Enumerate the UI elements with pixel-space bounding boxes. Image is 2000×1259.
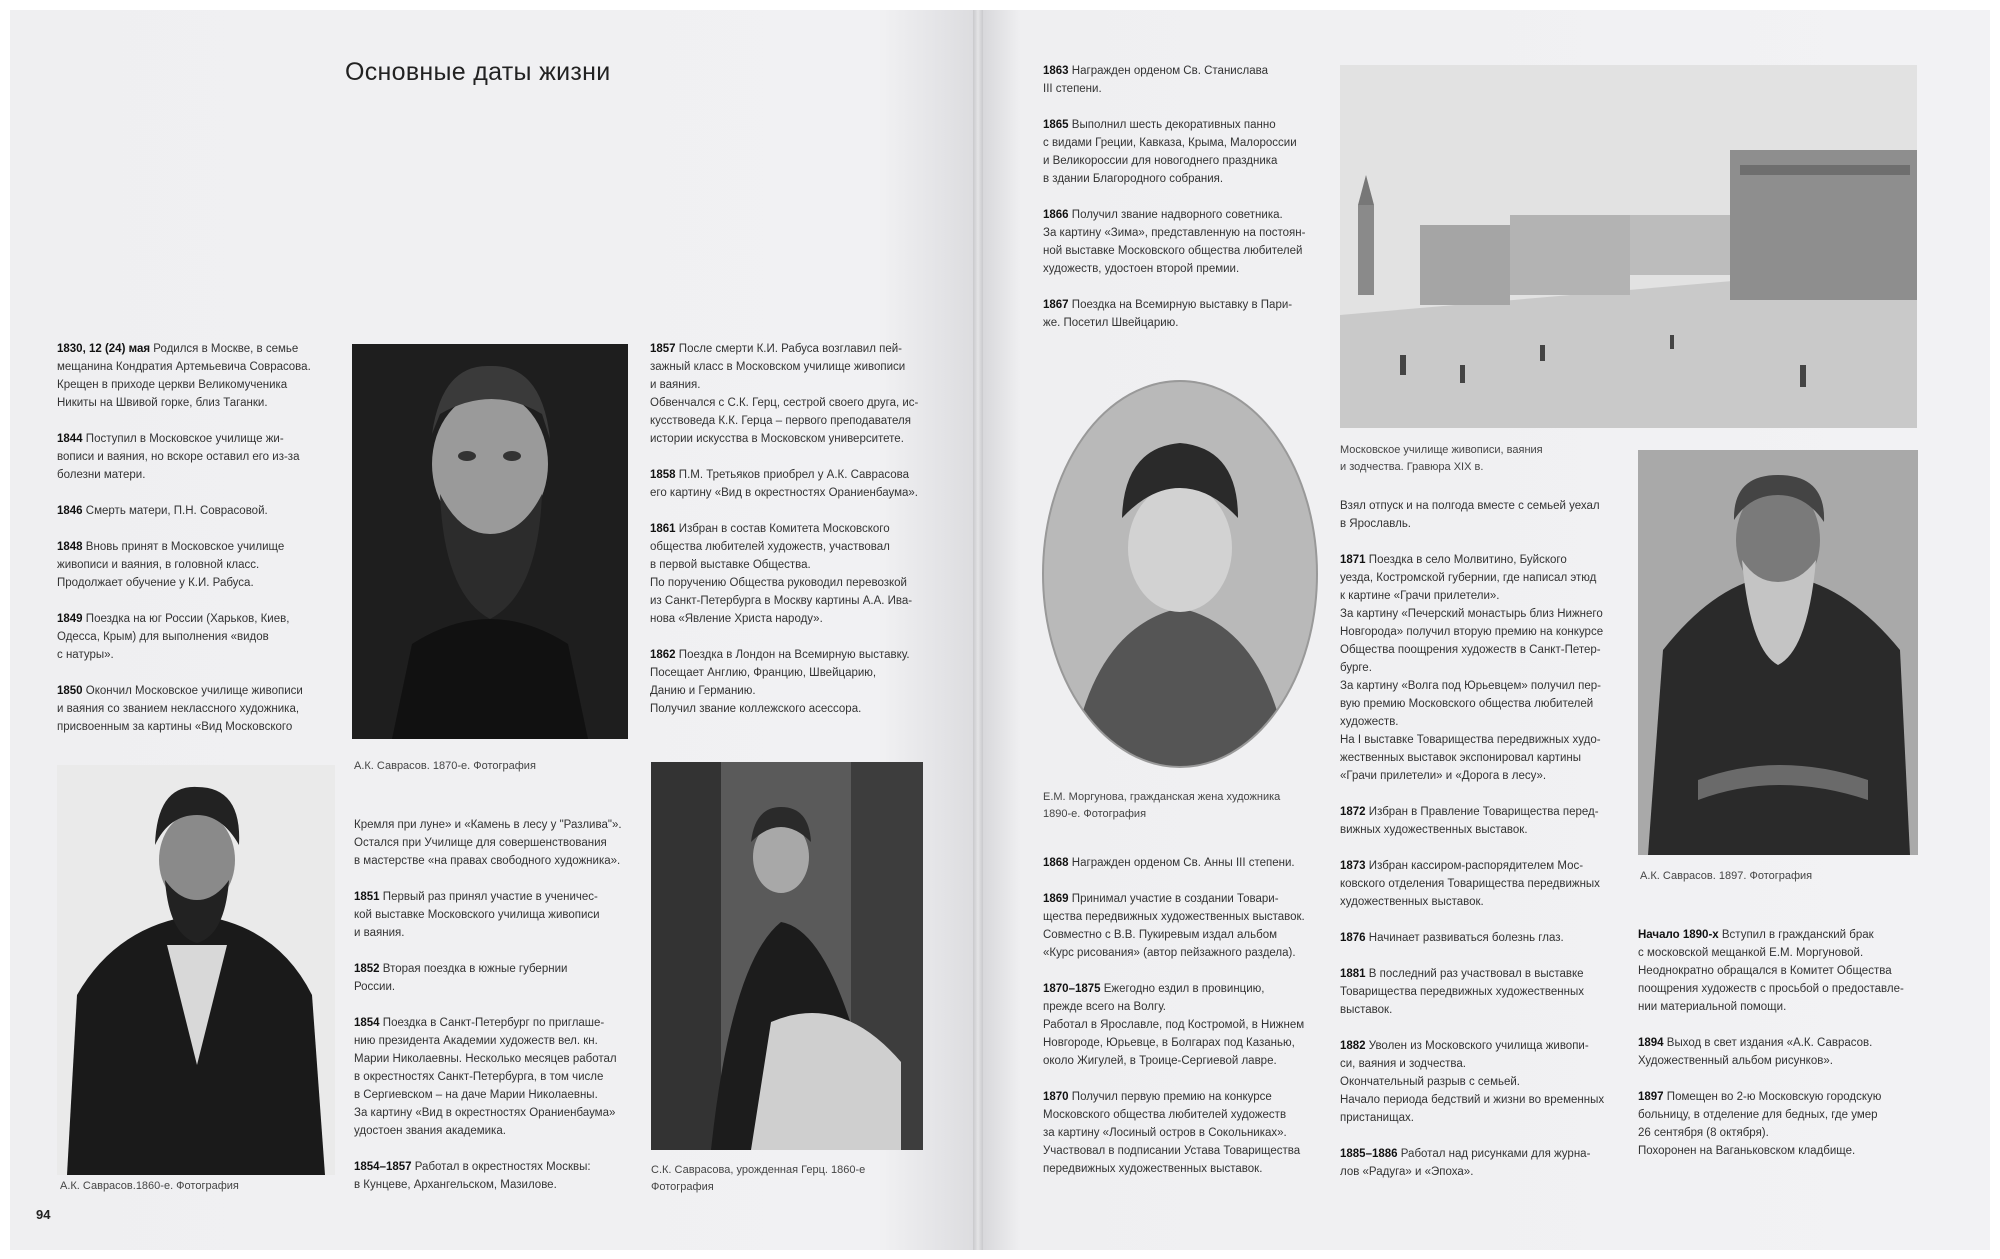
timeline-entry [1043, 116, 1333, 188]
caption-gerz: С.К. Саврасова, урожденная Герц. 1860-е Фотография [651, 1164, 866, 1193]
entry-text: Выполнил шесть декоративных панно с видами Греции, Кавказа, Крыма, Малороссии и Великороссии для новогоднего праздника в здании Благородного собрания. [1043, 119, 1297, 185]
caption-savrasov-1897: А.К. Саврасов. 1897. Фотография [1640, 870, 1813, 882]
caption-morgunova: Е.М. Моргунова, гражданская жена художника 1890-е. Фотография [1043, 791, 1281, 820]
timeline-entry [1340, 857, 1630, 911]
entry-text: Поездка на Всемирную выставку в Пари- же. Посетил Швейцарию. [1043, 299, 1293, 329]
timeline-entry [1043, 62, 1333, 98]
timeline-entry [354, 1158, 634, 1194]
entry-text: Смерть матери, П.Н. Совраcовой. [85, 505, 268, 517]
page-number: 94 [36, 1207, 51, 1222]
entry-text: Взял отпуск и на полгода вместе с семьей уехал в Ярославль. [1340, 500, 1600, 530]
entry-year: 1861 [650, 523, 676, 535]
entry-year: 1881 [1340, 968, 1366, 980]
entry-text: Поездка в Санкт-Петербург по приглаше- нию президента Академии художеств вел. кн. Марии Николаевны. Несколько месяцев работал в окрестностях Санкт-Петербурга, в том числе в Сергиевском – на даче Марии Николаевны. За картину «Вид в окрестностях Ораниенбаума» удостоен звания академика. [354, 1017, 617, 1137]
entry-text: Уволен из Московского училища живопи- си, ваяния и зодчества. Окончательный разрыв с семьей. Начало периода бедствий и жизни во временных пристанищах. [1340, 1040, 1605, 1124]
entry-text: В последний раз участвовал в выставке Товарищества передвижных художественных выставок. [1340, 968, 1584, 1016]
entry-text: Начинает развиваться болезнь глаз. [1368, 932, 1564, 944]
caption-school: Московское училище живописи, ваяния и зодчества. Гравюра XIX в. [1340, 444, 1543, 473]
timeline-entry [650, 520, 940, 628]
timeline-entry [354, 888, 634, 942]
entry-text: Помещен во 2-ю Московскую городскую больницу, в отделение для бедных, где умер 26 сентября (8 октября). Похоронен на Ваганьковском кладбище. [1638, 1091, 1882, 1157]
timeline-entry [1043, 296, 1333, 332]
timeline-entry [650, 646, 940, 718]
entry-year: 1866 [1043, 209, 1069, 221]
timeline-entry [57, 682, 337, 736]
entry-text: Принимал участие в создании Товари- щества передвижных художественных выставок. Совместно с В.В. Пукиревым издал альбом «Курс рисования» (автор пейзажного раздела). [1043, 893, 1305, 959]
entry-year: 1865 [1043, 119, 1069, 131]
entry-text: П.М. Третьяков приобрел у А.К. Саврасова его картину «Вид в окрестностях Ораниенбаума». [650, 469, 918, 499]
entry-text: Награжден орденом Св. Анны III степени. [1071, 857, 1295, 869]
entry-text: Окончил Московское училище живописи и ваяния со званием неклассного художника, присвоенным за картины «Вид Московского [57, 685, 303, 733]
entry-year: 1869 [1043, 893, 1069, 905]
timeline-entry [57, 430, 337, 484]
timeline-column-5 [1340, 497, 1630, 1199]
timeline-entry [1340, 497, 1630, 533]
timeline-entry [1340, 551, 1630, 785]
timeline-entry [1043, 206, 1333, 278]
entry-year: 1885–1886 [1340, 1148, 1398, 1160]
entry-year: 1882 [1340, 1040, 1366, 1052]
timeline-entry [1638, 926, 1938, 1016]
entry-text: Работал в окрестностях Москвы: в Кунцеве, Архангельском, Мазилове. [354, 1161, 591, 1191]
timeline-entry [1340, 1037, 1630, 1127]
entry-text: Выход в свет издания «А.К. Саврасов. Художественный альбом рисунков». [1638, 1037, 1873, 1067]
entry-text: Кремля при луне» и «Камень в лесу у "Разлива"». Остался при Училище для совершенствования в мастерстве «на правах свободного художника». [354, 819, 622, 867]
timeline-entry [1043, 890, 1333, 962]
timeline-entry [354, 816, 634, 870]
timeline-entry [57, 538, 337, 592]
timeline-entry [650, 340, 940, 448]
timeline-entry [1638, 1088, 1938, 1160]
photo-savrasov-1870s [352, 344, 628, 739]
photo-morgunova-1890s [1040, 378, 1320, 770]
timeline-column-1 [57, 340, 337, 754]
entry-year: 1868 [1043, 857, 1069, 869]
timeline-entry [354, 1014, 634, 1140]
timeline-column-6 [1638, 926, 1938, 1178]
entry-text: Получил первую премию на конкурсе Московского общества любителей художеств за картину «Лосиный остров в Сокольниках». Участвовал в подписании Устава Товарищества передвижных художественных выставок. [1043, 1091, 1301, 1175]
entry-text: Поездка в Лондон на Всемирную выставку. Посещает Англию, Францию, Швейцарию, Данию и Германию. Получил звание коллежского асессора. [650, 649, 910, 715]
entry-year: 1870–1875 [1043, 983, 1101, 995]
timeline-column-4-top [1043, 62, 1333, 350]
entry-year: 1851 [354, 891, 380, 903]
entry-text: Поездка в село Молвитино, Буйского уезда, Костромской губернии, где написал этюд к картине «Грачи прилетели». За картину «Печерский монастырь близ Нижнего Новгорода» получил вторую премию на конкурсе Общества поощрения художеств в Санкт-Петер- бурге. За картину «Волга под Юрьевцем» получил пер- вую премию Московского общества любителей художеств. На I выставке Товарищества передвижных худо- жественных выставок экспонировал картины «Грачи прилетели» и «Дорога в лесу». [1340, 554, 1604, 782]
page-title: Основные даты жизни [345, 58, 611, 86]
entry-text: Вновь принят в Московское училище живописи и ваяния, в головной класс. Продолжает обучение у К.И. Рабуса. [57, 541, 285, 589]
entry-text: Работал над рисунками для журна- лов «Радуга» и «Эпоха». [1340, 1148, 1591, 1178]
entry-year: 1850 [57, 685, 83, 697]
timeline-entry [1340, 965, 1630, 1019]
entry-year: Начало 1890-х [1638, 929, 1719, 941]
entry-year: 1867 [1043, 299, 1069, 311]
timeline-entry [354, 960, 634, 996]
entry-year: 1830, 12 (24) мая [57, 343, 151, 355]
entry-year: 1854–1857 [354, 1161, 412, 1173]
book-gutter [973, 10, 983, 1250]
engraving-moscow-school [1340, 65, 1917, 428]
timeline-entry [650, 466, 940, 502]
entry-year: 1862 [650, 649, 676, 661]
entry-year: 1871 [1340, 554, 1366, 566]
timeline-entry [1043, 1088, 1333, 1178]
photo-gerz-1860s [651, 762, 923, 1150]
timeline-column-2 [354, 816, 634, 1212]
photo-savrasov-1860s [57, 765, 335, 1175]
entry-year: 1897 [1638, 1091, 1664, 1103]
entry-text: Избран в состав Комитета Московского общества любителей художеств, участвовал в первой выставке Общества. По поручению Общества руководил перевозкой из Санкт-Петербурга в Москву картины А.А. Ива- нова «Явление Христа народу». [650, 523, 913, 625]
entry-year: 1876 [1340, 932, 1366, 944]
caption-savrasov-1860s: А.К. Саврасов.1860-е. Фотография [60, 1180, 239, 1192]
timeline-entry [1340, 1145, 1630, 1181]
entry-text: Вступил в гражданский брак с московской мещанкой Е.М. Моргуновой. Неоднократно обращался в Комитет Общества поощрения художеств с просьбой о предоставле- нии материальной помощи. [1638, 929, 1904, 1013]
entry-text: Получил звание надворного советника. За картину «Зима», представленную на постоян- ной выставке Московского общества любителей художеств, удостоен второй премии. [1043, 209, 1306, 275]
timeline-entry [1340, 929, 1630, 947]
timeline-entry [57, 610, 337, 664]
timeline-column-4-bottom [1043, 854, 1333, 1196]
timeline-entry [57, 502, 337, 520]
timeline-entry [1340, 803, 1630, 839]
entry-year: 1849 [57, 613, 83, 625]
entry-text: Поступил в Московское училище жи- вописи и ваяния, но вскоре оставил его из-за болезни матери. [57, 433, 300, 481]
entry-text: Награжден орденом Св. Станислава III степени. [1043, 65, 1268, 95]
entry-year: 1848 [57, 541, 83, 553]
timeline-entry [1043, 854, 1333, 872]
entry-text: Родился в Москве, в семье мещанина Кондратия Артемьевича Совраcова. Крещен в приходе церкви Великомученика Никиты на Швивой горке, близ Таганки. [57, 343, 311, 409]
entry-year: 1844 [57, 433, 83, 445]
entry-year: 1863 [1043, 65, 1069, 77]
entry-text: Вторая поездка в южные губернии России. [354, 963, 568, 993]
entry-year: 1857 [650, 343, 676, 355]
timeline-column-3 [650, 340, 940, 736]
entry-text: Избран в Правление Товарищества перед- вижных художественных выставок. [1340, 806, 1599, 836]
entry-year: 1873 [1340, 860, 1366, 872]
entry-year: 1858 [650, 469, 676, 481]
entry-text: Ежегодно ездил в провинцию, прежде всего на Волгу. Работал в Ярославле, под Костромой, в Нижнем Новгороде, Юрьевце, в Болгарах под Казанью, около Жигулей, в Троице-Сергиевой лавре. [1043, 983, 1305, 1067]
entry-year: 1894 [1638, 1037, 1664, 1049]
entry-text: Первый раз принял участие в ученичес- кой выставке Московского училища живописи и ваяния. [354, 891, 600, 939]
entry-year: 1854 [354, 1017, 380, 1029]
entry-year: 1870 [1043, 1091, 1069, 1103]
caption-savrasov-1870s: А.К. Саврасов. 1870-е. Фотография [354, 760, 536, 772]
entry-text: Поездка на юг России (Харьков, Киев, Одесса, Крым) для выполнения «видов с натуры». [57, 613, 290, 661]
entry-year: 1872 [1340, 806, 1366, 818]
entry-text: После смерти К.И. Рабуса возглавил пей- зажный класс в Московском училище живописи и ваяния. Обвенчался с С.К. Герц, сестрой своего друга, ис- кусствоведа К.К. Герца – первого преподавателя истории искусства в Московском университете. [650, 343, 919, 445]
entry-year: 1852 [354, 963, 380, 975]
entry-year: 1846 [57, 505, 83, 517]
timeline-entry [1638, 1034, 1938, 1070]
entry-text: Избран кассиром-распорядителем Мос- ковского отделения Товарищества передвижных художественных выставок. [1340, 860, 1600, 908]
timeline-entry [57, 340, 337, 412]
timeline-entry [1043, 980, 1333, 1070]
photo-savrasov-1897 [1638, 450, 1918, 855]
